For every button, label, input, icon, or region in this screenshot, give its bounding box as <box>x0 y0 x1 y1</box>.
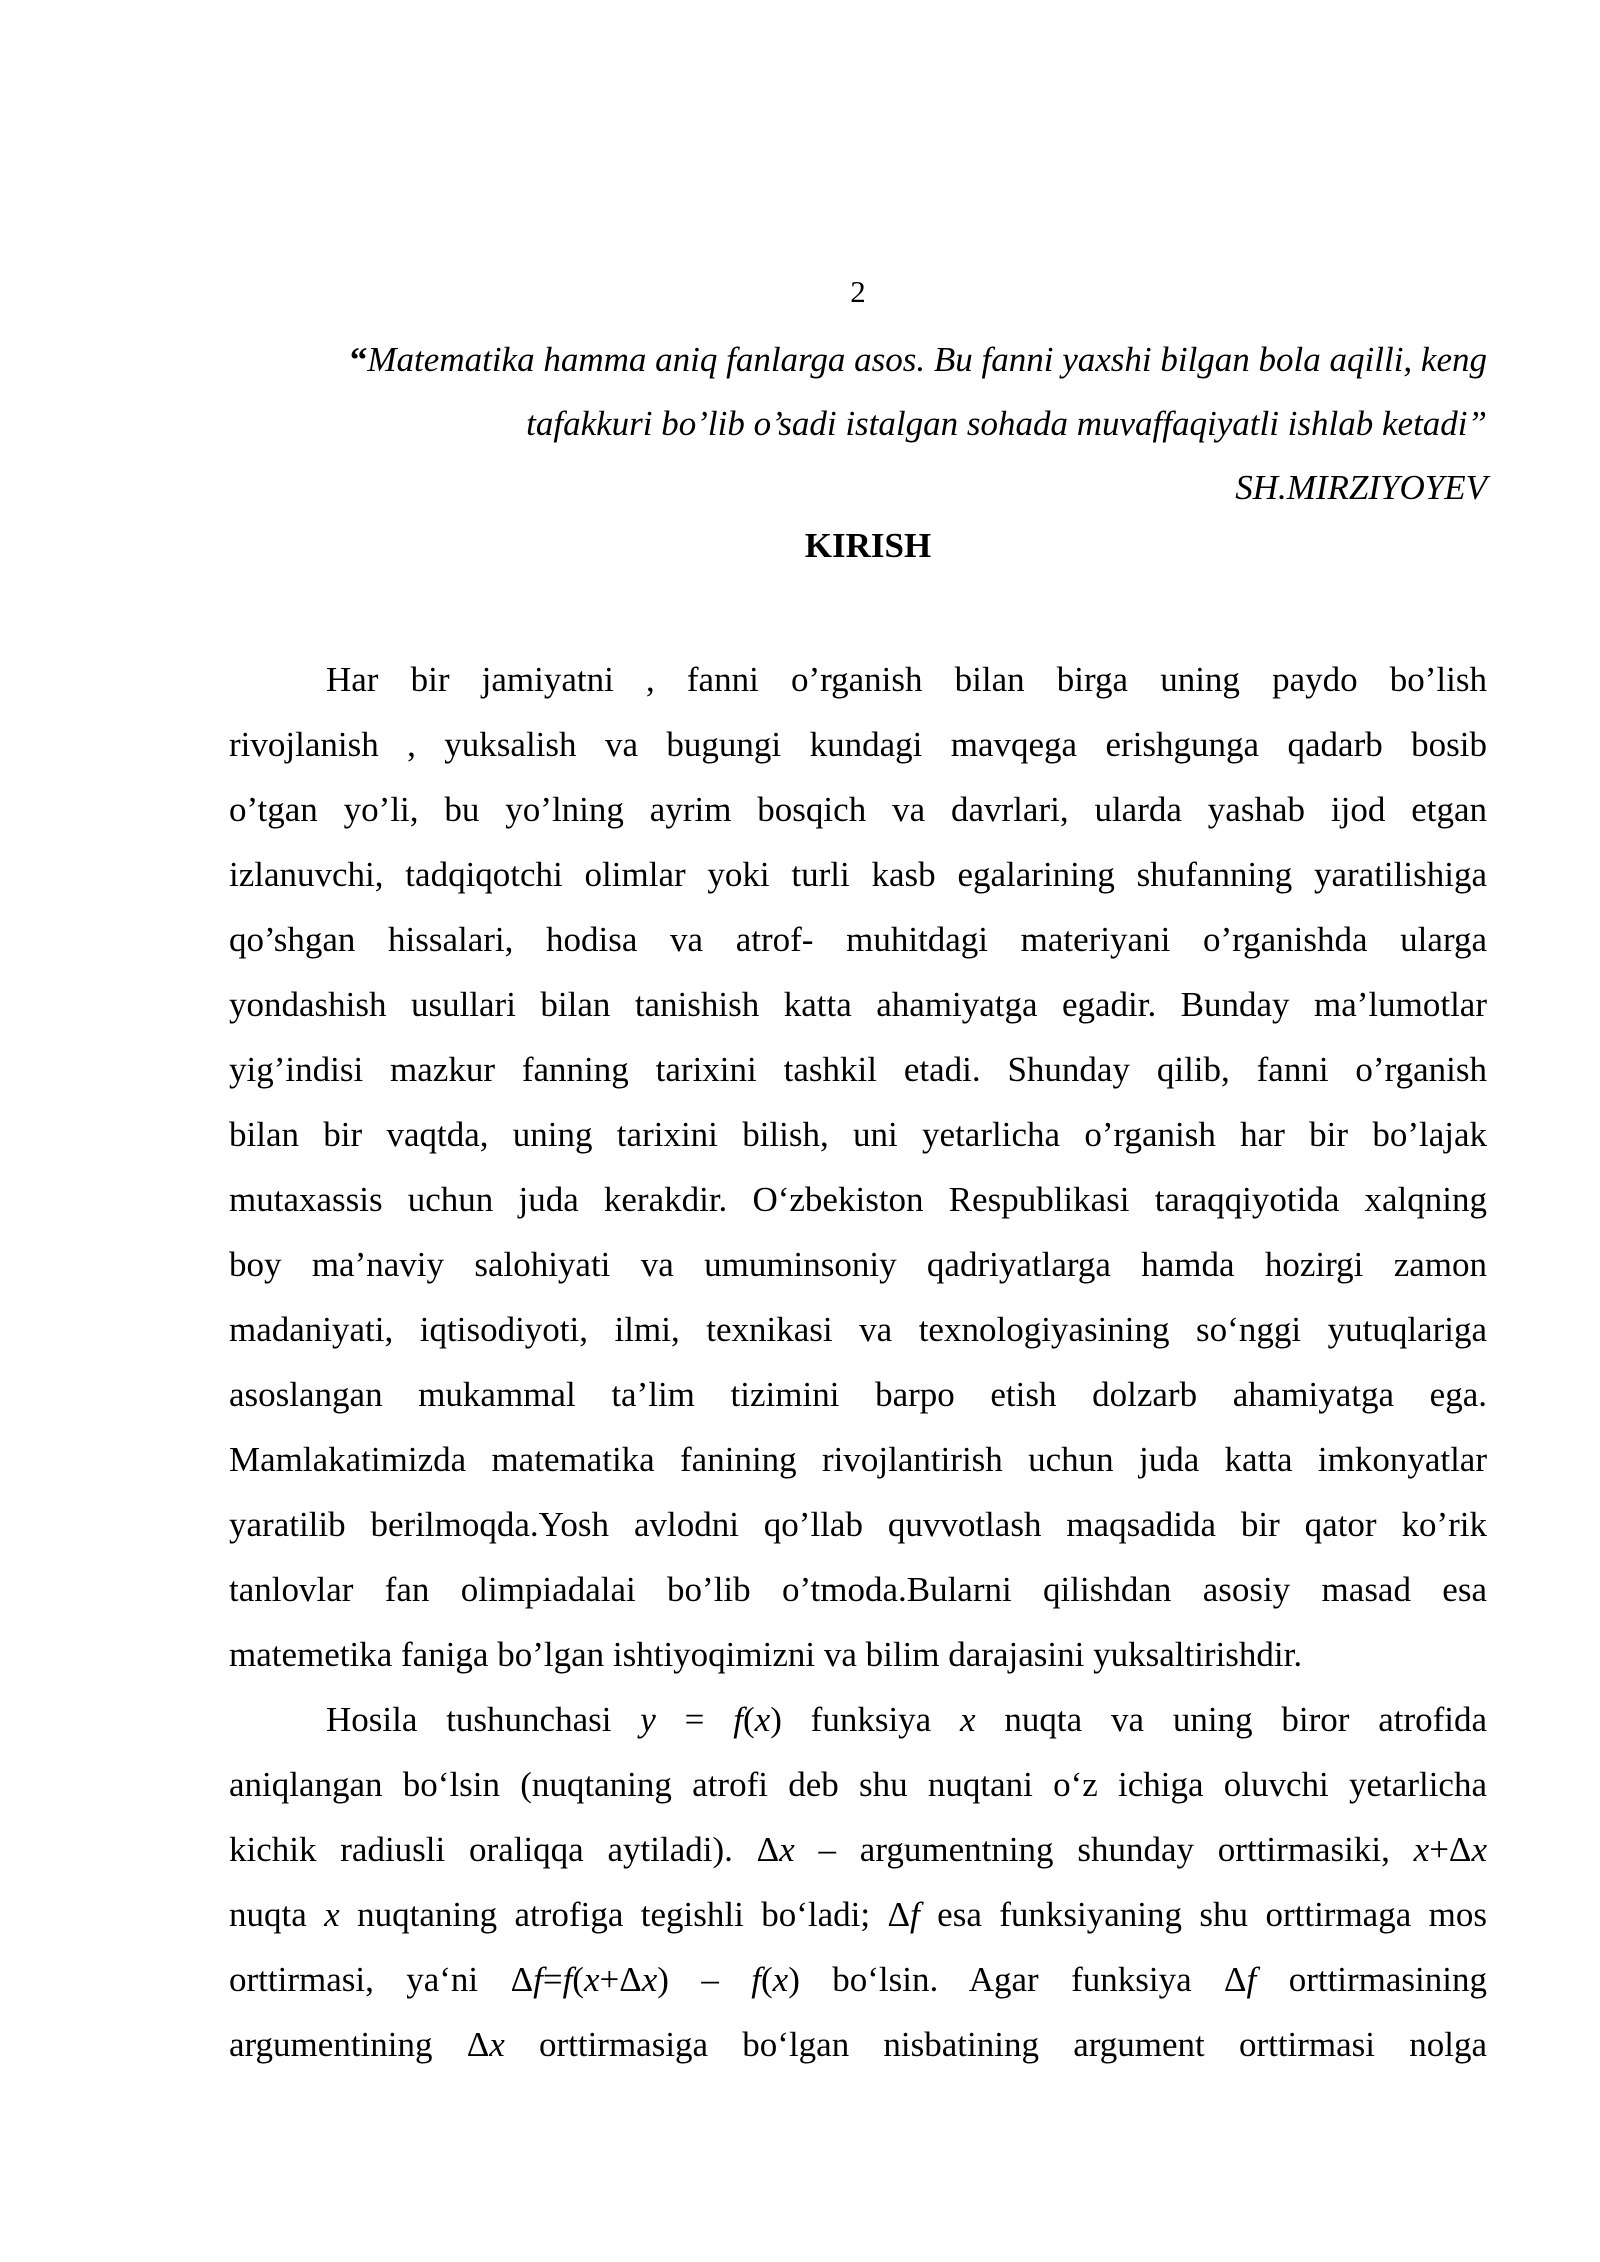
paragraph-line: boy ma’naviy salohiyati va umuminsoniy qadriyatlarga hamda hozirgi zamon <box>229 1245 1487 1284</box>
epigraph <box>229 328 1487 520</box>
paragraph-line: mutaxassis uchun juda kerakdir. O‘zbekiston Respublikasi taraqqiyotida xalqning <box>229 1180 1487 1219</box>
paragraph-line: yondashish usullari bilan tanishish katta ahamiyatga egadir. Bunday ma’lumotlar <box>229 985 1487 1024</box>
paragraph-line: o’tgan yo’li, bu yo’lning ayrim bosqich va davrlari, ularda yashab ijod etgan <box>229 790 1487 829</box>
paragraph-line: madaniyati, iqtisodiyoti, ilmi, texnikasi va texnologiyasining so‘nggi yutuqlariga <box>229 1310 1487 1349</box>
epigraph-text-1: Matematika hamma aniq fanlarga asos. Bu fanni yaxshi bilgan bola aqilli, keng <box>367 340 1487 379</box>
paragraph-line: tanlovlar fan olimpiadalai bo’lib o’tmoda.Bularni qilishdan asosiy masad esa <box>229 1570 1487 1609</box>
epigraph-author: SH.MIRZIYOYEV <box>1235 468 1487 507</box>
paragraph-line: yaratilib berilmoqda.Yosh avlodni qo’llab quvvotlash maqsadida bir qator ko’rik <box>229 1505 1487 1544</box>
page-number: 2 <box>850 274 866 309</box>
paragraph-line: Mamlakatimizda matematika fanining rivojlantirish uchun juda katta imkonyatlar <box>229 1440 1487 1479</box>
opening-quote: “ <box>349 340 368 379</box>
closing-quote: ” <box>1467 404 1487 443</box>
paragraph-line: matemetika faniga bo’lgan ishtiyoqimizni va bilim darajasini yuksaltirishdir. <box>229 1635 1303 1674</box>
paragraph-line: izlanuvchi, tadqiqotchi olimlar yoki turli kasb egalarining shufanning yaratilishiga <box>229 855 1487 894</box>
paragraph-line: Hosila tushunchasi y = f(x) funksiya x nuqta va uning biror atrofida <box>326 1700 1487 1739</box>
epigraph-text-2: tafakkuri bo’lib o’sadi istalgan sohada muvaffaqiyatli ishlab ketadi <box>526 404 1468 443</box>
paragraph-line: asoslangan mukammal ta’lim tizimini barpo etish dolzarb ahamiyatga ega. <box>229 1375 1487 1414</box>
paragraph-line: rivojlanish , yuksalish va bugungi kundagi mavqega erishgunga qadarb bosib <box>229 725 1487 764</box>
paragraph-line: argumentining Δx orttirmasiga bo‘lgan nisbatining argument orttirmasi nolga <box>229 2025 1487 2064</box>
paragraph-line: kichik radiusli oraliqqa aytiladi). Δx – argumentning shunday orttirmasiki, x+Δx <box>229 1830 1487 1869</box>
paragraph-line: Har bir jamiyatni , fanni o’rganish bilan birga uning paydo bo’lish <box>326 660 1487 699</box>
paragraph-line: nuqta x nuqtaning atrofiga tegishli bo‘ladi; Δf esa funksiyaning shu orttirmaga mos <box>229 1895 1487 1934</box>
body-text <box>229 647 1487 2077</box>
paragraph-line: qo’shgan hissalari, hodisa va atrof- muhitdagi materiyani o’rganishda ularga <box>229 920 1487 959</box>
section-heading: KIRISH <box>804 526 932 565</box>
paragraph-intro <box>229 647 1487 1687</box>
paragraph-derivative <box>229 1687 1487 2077</box>
paragraph-line: orttirmasi, ya‘ni Δf=f(x+Δx) – f(x) bo‘lsin. Agar funksiya Δf orttirmasining <box>229 1960 1487 1999</box>
epigraph-line-1 <box>229 328 1487 392</box>
epigraph-line-2 <box>229 392 1487 456</box>
paragraph-line: aniqlangan bo‘lsin (nuqtaning atrofi deb shu nuqtani o‘z ichiga oluvchi yetarlicha <box>229 1765 1487 1804</box>
paragraph-line: yig’indisi mazkur fanning tarixini tashkil etadi. Shunday qilib, fanni o’rganish <box>229 1050 1487 1089</box>
paragraph-line: bilan bir vaqtda, uning tarixini bilish, uni yetarlicha o’rganish har bir bo’lajak <box>229 1115 1487 1154</box>
